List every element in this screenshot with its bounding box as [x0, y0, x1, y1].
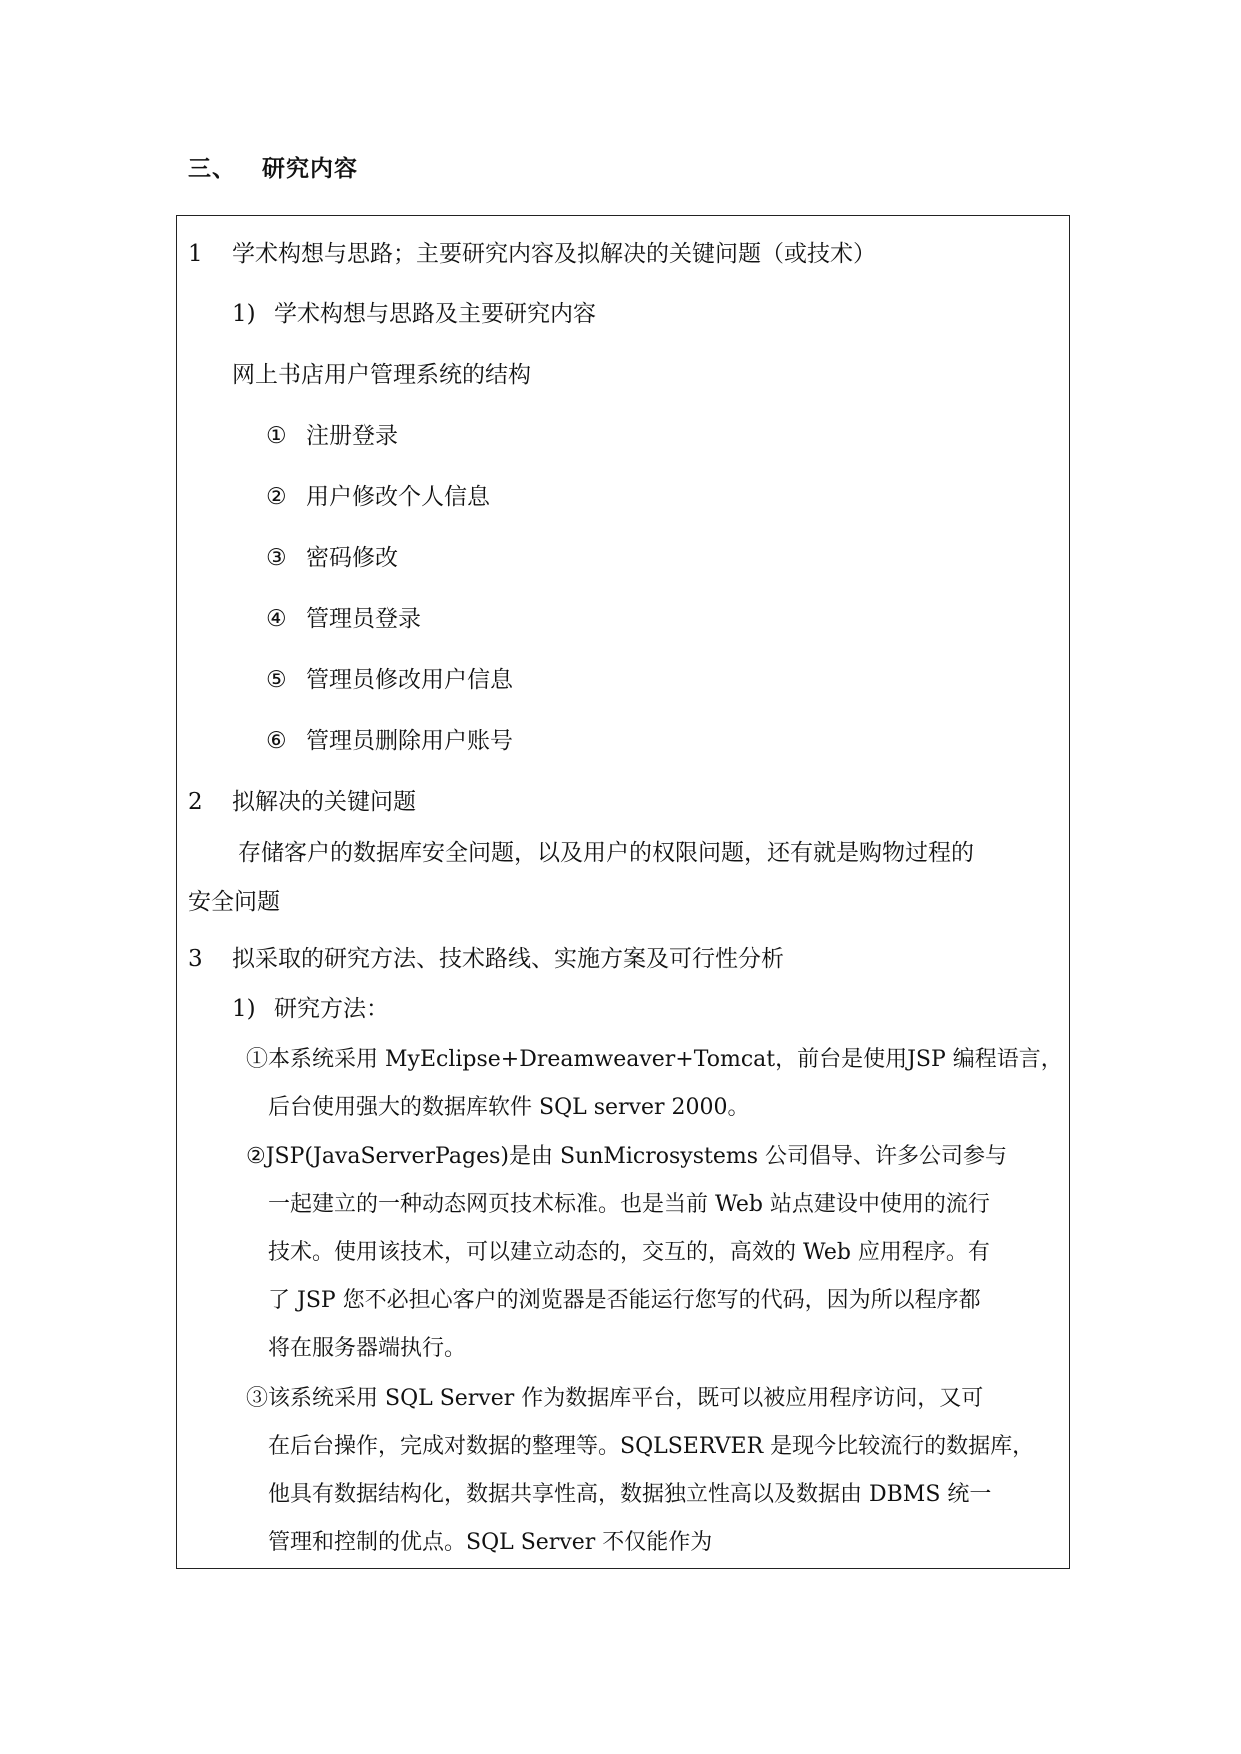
section3-sub1-line: [232, 995, 389, 1023]
item-text: 管理员登录: [306, 606, 421, 632]
paragraph-line: 了 JSP 您不必担心客户的浏览器是否能运行您写的代码，因为所以程序都: [268, 1288, 981, 1313]
section3-sub1-number: 1): [232, 996, 256, 1022]
paragraph-line: 技术。使用该技术，可以建立动态的，交互的，高效的 Web 应用程序。有: [268, 1240, 990, 1265]
item-mark: ②: [266, 484, 287, 510]
paragraph-line: ③该系统采用 SQL Server 作为数据库平台，既可以被应用程序访问，又可: [246, 1386, 984, 1411]
heading-number: 三、: [188, 156, 236, 182]
list-item: [266, 727, 513, 755]
paragraph-line: 他具有数据结构化，数据共享性高，数据独立性高以及数据由 DBMS 统一: [268, 1482, 992, 1507]
section3-title: 拟采取的研究方法、技术路线、实施方案及可行性分析: [232, 946, 784, 972]
structure-title: 网上书店用户管理系统的结构: [232, 362, 531, 388]
list-item: [266, 483, 490, 511]
section1-title-line: [188, 240, 876, 268]
method-paragraph-3: [246, 1375, 1034, 1567]
paragraph-line: 在后台操作，完成对数据的整理等。SQLSERVER 是现今比较流行的数据库，: [268, 1434, 1035, 1459]
item-mark: ⑤: [266, 667, 287, 693]
section2-number: 2: [188, 789, 203, 815]
item-text: 用户修改个人信息: [306, 484, 490, 510]
section1-sub1-title: 学术构想与思路及主要研究内容: [274, 301, 596, 327]
heading-title: 研究内容: [262, 156, 358, 182]
list-item: [266, 422, 398, 450]
paragraph-line: 管理和控制的优点。SQL Server 不仅能作为: [268, 1530, 713, 1555]
section1-sub1-number: 1): [232, 301, 256, 327]
item-mark: ①: [266, 423, 287, 449]
section2-title-line: [188, 788, 416, 816]
paragraph-line: ①本系统采用 MyEclipse+Dreamweaver+Tomcat，前台是使用JSP 编程语言，: [246, 1047, 1063, 1072]
item-text: 管理员修改用户信息: [306, 667, 513, 693]
paragraph-line: 后台使用强大的数据库软件 SQL server 2000。: [268, 1095, 750, 1120]
item-text: 注册登录: [306, 423, 398, 449]
method-paragraph-1: [246, 1036, 1063, 1132]
section1-number: 1: [188, 241, 203, 267]
item-mark: ③: [266, 545, 287, 571]
section1-sub1-line: [232, 300, 596, 328]
paragraph-line: 一起建立的一种动态网页技术标准。也是当前 Web 站点建设中使用的流行: [268, 1192, 990, 1217]
section3-sub1-title: 研究方法：: [274, 996, 389, 1022]
item-mark: ④: [266, 606, 287, 632]
section3-number: 3: [188, 946, 203, 972]
item-mark: ⑥: [266, 728, 287, 754]
item-text: 密码修改: [306, 545, 398, 571]
section2-title: 拟解决的关键问题: [232, 789, 416, 815]
paragraph-line: ②JSP(JavaServerPages)是由 SunMicrosystems 公司倡导、许多公司参与: [246, 1144, 1008, 1169]
method-paragraph-2: [246, 1133, 1007, 1373]
list-item: [266, 544, 398, 572]
item-text: 管理员删除用户账号: [306, 728, 513, 754]
list-item: [266, 605, 421, 633]
section2-text-line2: 安全问题: [188, 889, 280, 915]
section1-title: 学术构想与思路；主要研究内容及拟解决的关键问题（或技术）: [232, 241, 876, 267]
section-heading: [188, 150, 358, 183]
paragraph-line: 将在服务器端执行。: [268, 1336, 467, 1361]
section3-title-line: [188, 945, 784, 973]
section2-text-line1: 存储客户的数据库安全问题，以及用户的权限问题，还有就是购物过程的: [238, 840, 974, 866]
list-item: [266, 666, 513, 694]
